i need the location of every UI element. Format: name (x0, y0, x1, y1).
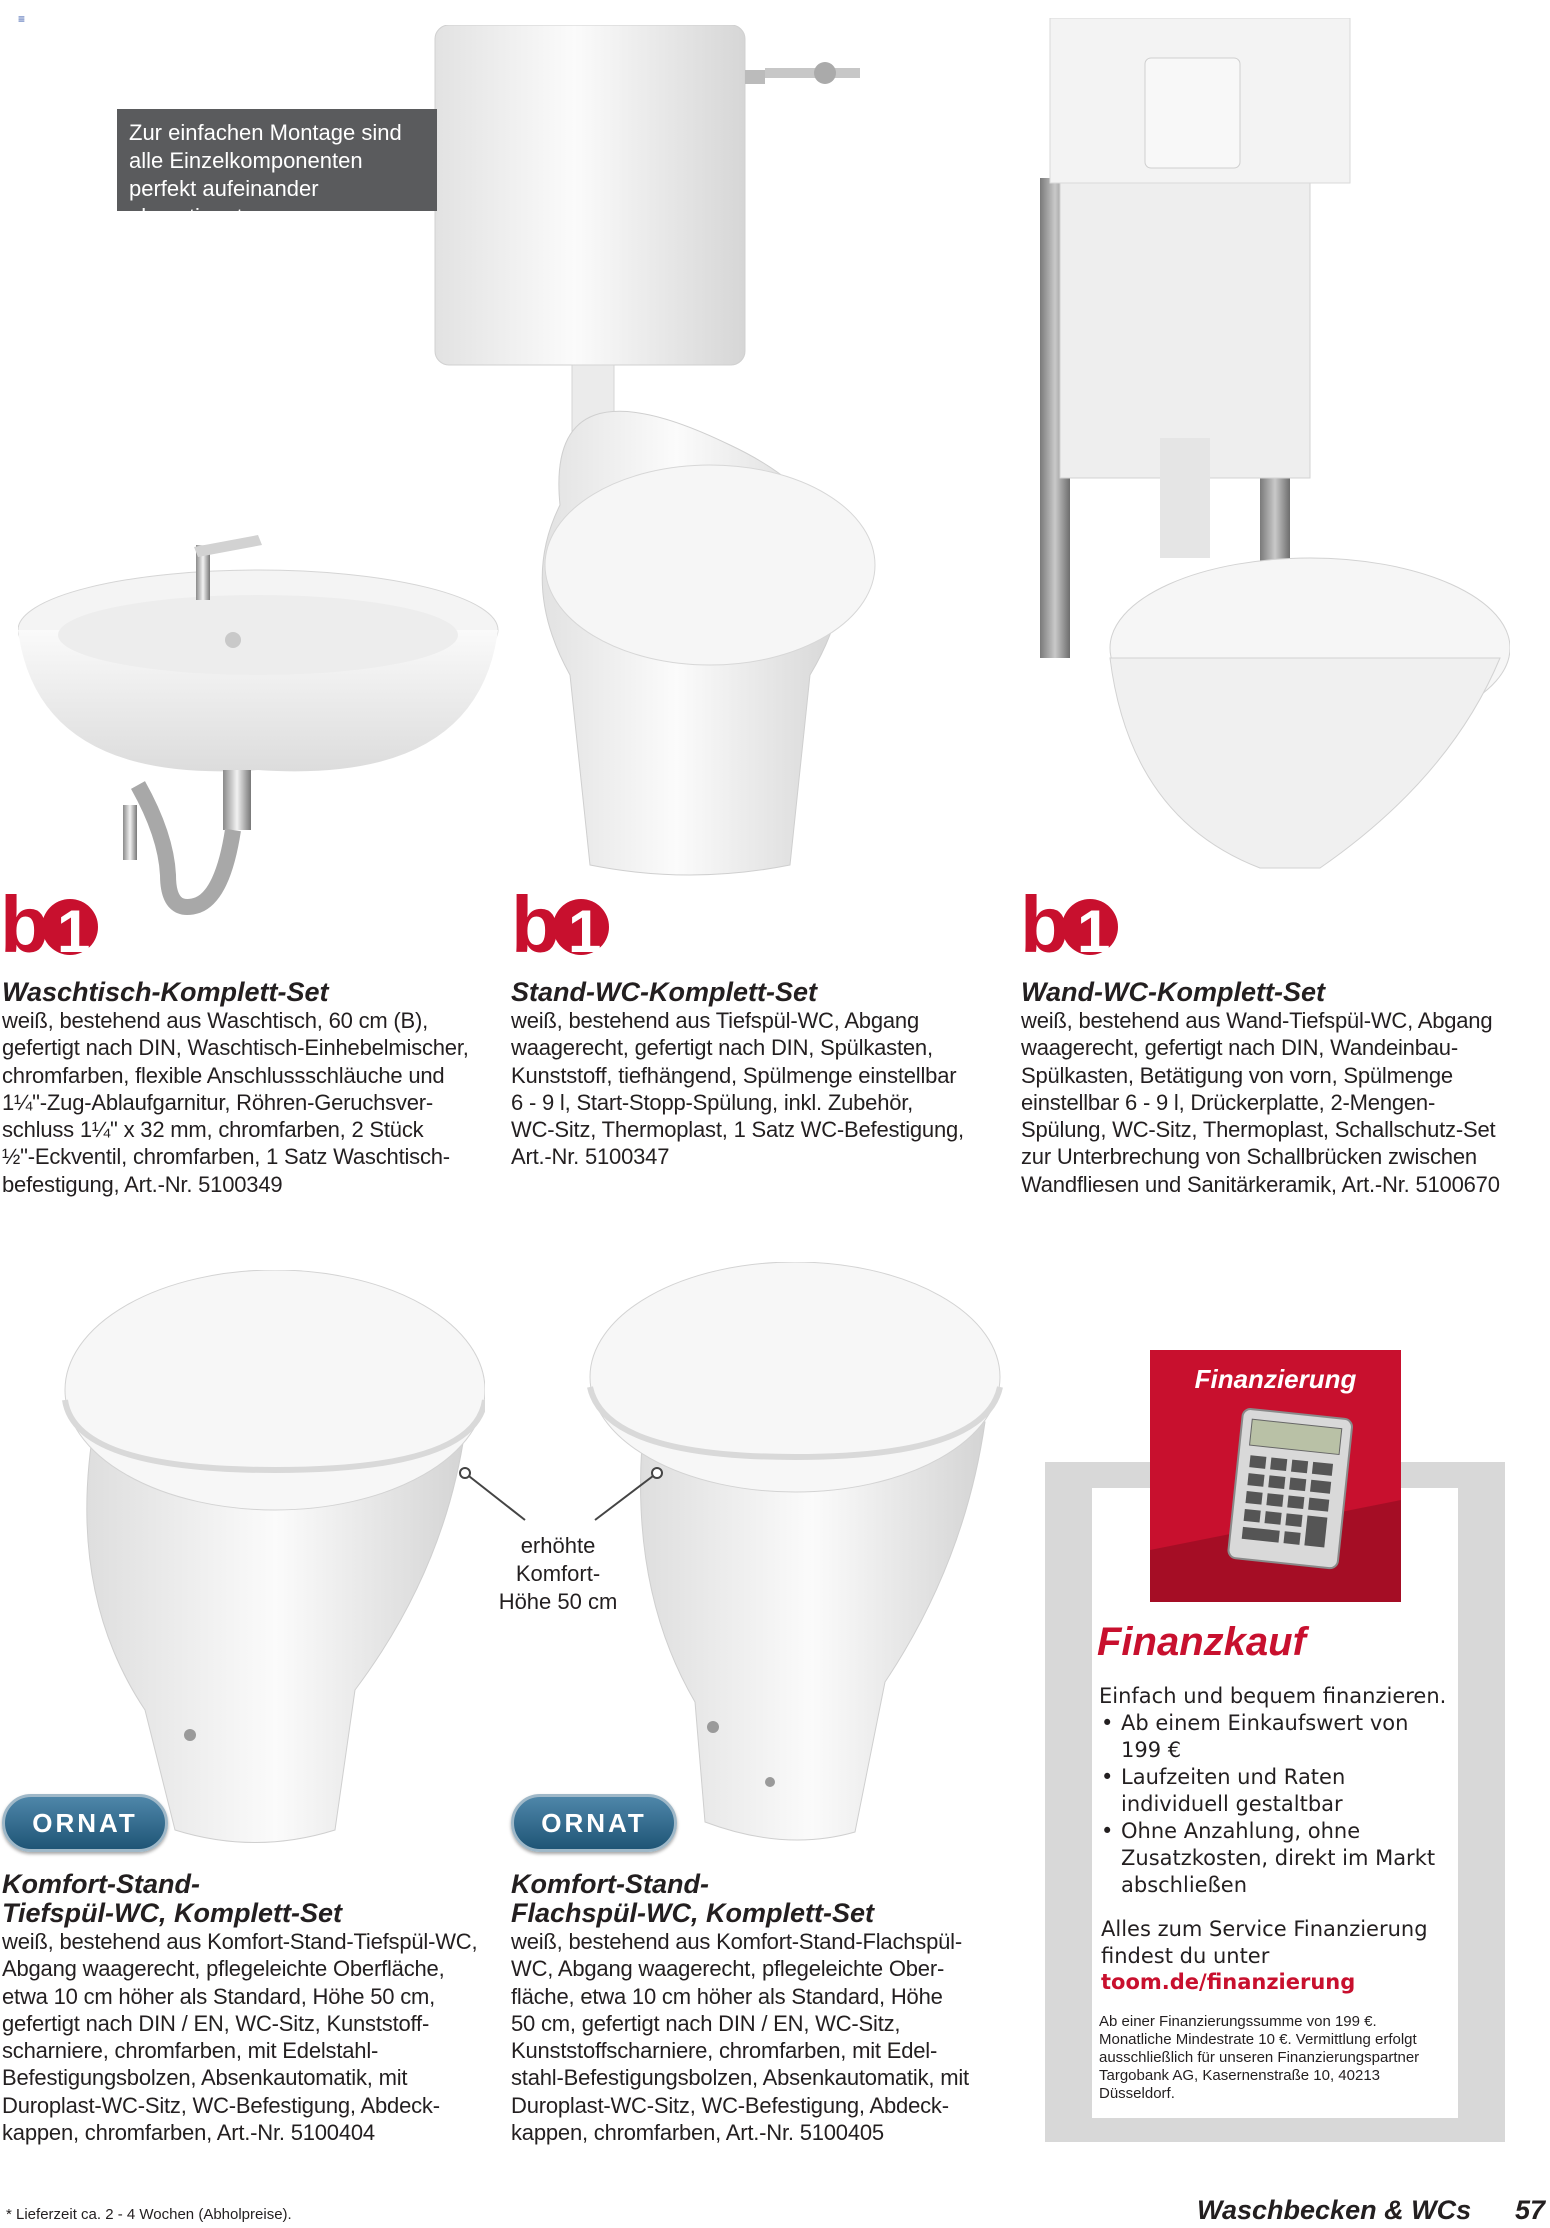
product-wand-wc (1021, 978, 1546, 1198)
finance-service-text: Alles zum Service Finanzierung findest du unter (1101, 1917, 1428, 1968)
finance-card-title: Finanzierung (1194, 1364, 1357, 1394)
finance-bullet: • Ab einem Einkaufswert von 199 € (1099, 1710, 1449, 1764)
svg-text:b: b (0, 882, 41, 962)
svg-text:b: b (1020, 882, 1061, 962)
product-title: Stand-WC-Komplett-Set (511, 977, 817, 1007)
product-description: weiß, bestehend aus Wand-Tiefspül-WC, Abgang waagerecht, gefertigt nach DIN, Wandeinbau- Spülkasten, Betätigung von vorn, Spülmenge einstellbar 6 - 9 l, Drückerplatte, 2-Mengen- Spülung, WC-Sitz, Thermoplast, Schallschutz-Set zur Unterbrechung von Schallbrücken zwischen Wandfliesen und Sanitärkeramik, Art.-Nr. 5100670 (1021, 1008, 1500, 1197)
product-description: weiß, bestehend aus Waschtisch, 60 cm (B), gefertigt nach DIN, Waschtisch-Einhebelmischer, chromfarben, flexible Anschlussschläuche und 1¼"-Zug-Ablaufgarnitur, Röhren-Geruchsver- schluss 1¼" x 32 mm, chromfarben, 2 Stück ½"-Eckventil, chromfarben, 1 Satz Waschtisch- befestigung, Art.-Nr. 5100349 (2, 1008, 469, 1197)
ornat-logo-icon: ORNAT (2, 1794, 168, 1852)
finance-intro: Einfach und bequem finanzieren. (1099, 1684, 1447, 1708)
comfort-height-pointer (455, 1465, 670, 1525)
svg-text:1: 1 (568, 898, 602, 962)
section-title: Waschbecken & WCs (1197, 2195, 1472, 2225)
product-title: Waschtisch-Komplett-Set (2, 977, 329, 1007)
product-title: Wand-WC-Komplett-Set (1021, 977, 1325, 1007)
product-waschtisch (2, 978, 502, 1198)
product-komfort-flachspuel (511, 1870, 1011, 2146)
finance-card (1150, 1350, 1401, 1602)
montage-note: Zur einfachen Montage sind alle Einzelkomponenten perfekt aufeinander abgestimmt. (117, 109, 437, 211)
finance-bullet: • Ohne Anzahlung, ohne Zusatzkosten, direkt im Markt abschließen (1099, 1818, 1449, 1899)
calculator-icon (1150, 1350, 1401, 1602)
standing-wc-image (430, 25, 980, 905)
comfort-deep-flush-wc-image (55, 1270, 485, 1850)
product-title: Komfort-Stand- Flachspül-WC, Komplett-Set (511, 1869, 874, 1928)
comfort-flat-flush-wc-image (585, 1262, 1005, 1862)
delivery-note: * Lieferzeit ca. 2 - 4 Wochen (Abholpreise). (6, 2206, 292, 2223)
product-komfort-tiefspuel (2, 1870, 502, 2146)
corner-marker: ≡ (18, 12, 26, 26)
svg-text:1: 1 (1077, 898, 1111, 962)
finance-fine-print: Ab einer Finanzierungssumme von 199 €. Monatliche Mindestrate 10 €. Vermittlung erfolgt ausschließlich für unseren Finanzierungspartner Targobank AG, Kasernenstraße 10, 40213 Düsseldorf. (1099, 2013, 1420, 2102)
svg-text:b: b (511, 882, 552, 962)
b1-logo-icon (1020, 882, 1120, 962)
finance-heading: Finanzkauf (1097, 1620, 1306, 1664)
finance-bullet: • Laufzeiten und Raten individuell gestaltbar (1099, 1764, 1449, 1818)
b1-logo-icon (511, 882, 611, 962)
ornat-logo-icon: ORNAT (511, 1794, 677, 1852)
product-description: weiß, bestehend aus Komfort-Stand-Tiefspül-WC, Abgang waagerecht, pflegeleichte Oberfläche, etwa 10 cm höher als Standard, Höhe 50 cm, gefertigt nach DIN / EN, WC-Sitz, Kunststoff- scharniere, chromfarben, mit Edelstahl- Befestigungsbolzen, Absenkautomatik, mit Duroplast-WC-Sitz, WC-Befestigung, Abdeck- kappen, chromfarben, Art.-Nr. 5100404 (2, 1929, 478, 2146)
product-title: Komfort-Stand- Tiefspül-WC, Komplett-Set (2, 1869, 342, 1928)
finance-bullets (1099, 1710, 1449, 1899)
b1-logo-icon (0, 882, 100, 962)
wall-wc-image (1030, 18, 1510, 898)
comfort-height-label: erhöhte Komfort- Höhe 50 cm (498, 1533, 618, 1614)
page-number: 57 (1515, 2195, 1546, 2225)
product-description: weiß, bestehend aus Komfort-Stand-Flachspül- WC, Abgang waagerecht, pflegeleichte Ober- fläche, etwa 10 cm höher als Standard, Höhe 50 cm, gefertigt nach DIN / EN, WC-Sitz, Kunststoffscharniere, chromfarben, mit Edel- stahl-Befestigungsbolzen, Absenkautomatik, mit Duroplast-WC-Sitz, WC-Befestigung, Abdeck- kappen, chromfarben, Art.-Nr. 5100405 (511, 1929, 969, 2146)
finance-link[interactable]: toom.de/finanzierung (1101, 1970, 1356, 1994)
svg-text:1: 1 (57, 898, 91, 962)
finance-text-block (1099, 1683, 1449, 1899)
product-stand-wc (511, 978, 1011, 1171)
product-description: weiß, bestehend aus Tiefspül-WC, Abgang waagerecht, gefertigt nach DIN, Spülkasten, Kunststoff, tiefhängend, Spülmenge einstellbar 6 - 9 l, Start-Stopp-Spülung, inkl. Zubehör, WC-Sitz, Thermoplast, 1 Satz WC-Befestigung, Art.-Nr. 5100347 (511, 1008, 964, 1170)
